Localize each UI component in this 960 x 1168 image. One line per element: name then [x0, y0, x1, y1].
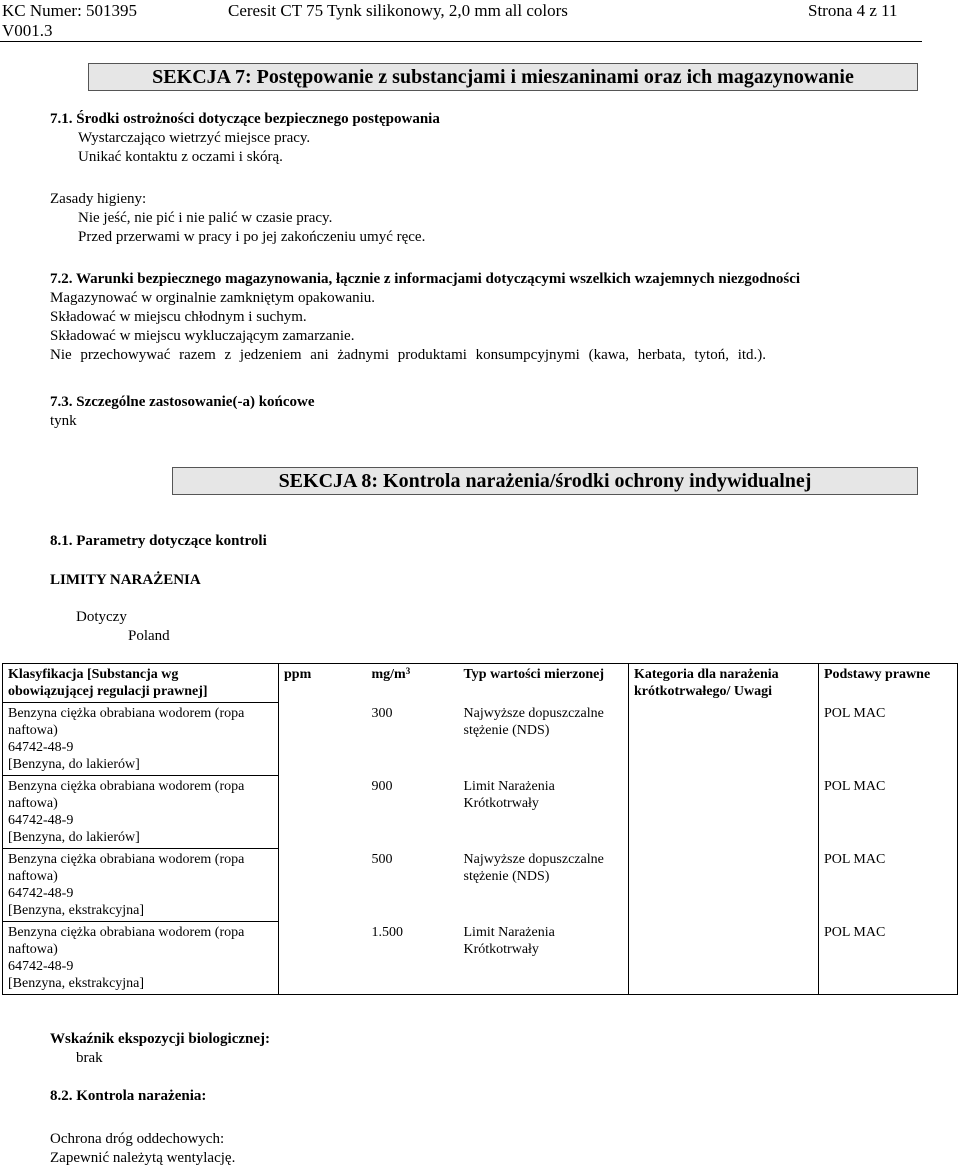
- exposure-limits-table: [2, 663, 958, 995]
- cell-line: Limit Narażenia: [463, 924, 555, 940]
- cell-line: Limit Narażenia: [463, 778, 555, 794]
- cell-legal-basis: POL MAC: [824, 924, 886, 940]
- cell-classification: [3, 703, 279, 776]
- hygiene-label: Zasady higieny:: [50, 191, 147, 207]
- cell-category: [629, 776, 819, 849]
- header-rule: [0, 41, 922, 42]
- cell-line: [Benzyna, ekstrakcyjna]: [8, 976, 145, 991]
- cell-type: [459, 922, 629, 995]
- s81-title: 8.1. Parametry dotyczące kontroli: [50, 533, 267, 549]
- hygiene-line: Nie jeść, nie pić i nie palić w czasie pracy.: [78, 210, 333, 226]
- table-row: [3, 849, 958, 922]
- header-text: Kategoria dla narażenia: [634, 667, 779, 682]
- s72-line: Składować w miejscu chłodnym i suchym.: [50, 309, 307, 325]
- section7-title: SEKCJA 7: Postępowanie z substancjami i mieszaninami oraz ich magazynowanie: [88, 63, 918, 91]
- cell-type: [459, 849, 629, 922]
- col-header-legal-basis: Podstawy prawne: [824, 667, 931, 682]
- cell-line: Najwyższe dopuszczalne: [463, 705, 604, 721]
- s71-line: Unikać kontaktu z oczami i skórą.: [78, 149, 283, 165]
- resp-value: Zapewnić należytą wentylację.: [50, 1150, 236, 1166]
- cell-line: stężenie (NDS): [463, 868, 550, 884]
- header-text: mg/m: [371, 667, 406, 682]
- page-number: Strona 4 z 11: [808, 1, 898, 20]
- cell-line: naftowa): [8, 723, 58, 738]
- cell-ppm: [279, 703, 367, 776]
- col-header-ppm: ppm: [284, 667, 312, 682]
- bio-label: Wskaźnik ekspozycji biologicznej:: [50, 1031, 270, 1047]
- limits-title: LIMITY NARAŻENIA: [50, 572, 201, 588]
- s82-title: 8.2. Kontrola narażenia:: [50, 1088, 207, 1104]
- cell-category: [629, 703, 819, 776]
- cell-line: 64742-48-9: [8, 959, 74, 974]
- cell-classification: [3, 922, 279, 995]
- cell-line: naftowa): [8, 869, 58, 884]
- section8-title: SEKCJA 8: Kontrola narażenia/środki ochrony indywidualnej: [172, 467, 918, 495]
- superscript: 3: [405, 666, 411, 676]
- cell-line: naftowa): [8, 796, 58, 811]
- kc-number: KC Numer: 501395: [2, 1, 138, 20]
- s72-title: 7.2. Warunki bezpiecznego magazynowania, łącznie z informacjami dotyczącymi wszelkich wzajemnych niezgodności: [50, 271, 801, 287]
- cell-line: naftowa): [8, 942, 58, 957]
- cell-ppm: [279, 849, 367, 922]
- header-text: krótkotrwałego/ Uwagi: [634, 684, 773, 699]
- table-row: [3, 776, 958, 849]
- cell-classification: [3, 776, 279, 849]
- cell-category: [629, 849, 819, 922]
- cell-type: [459, 703, 629, 776]
- s72-line: Magazynować w orginalnie zamkniętym opakowaniu.: [50, 290, 376, 306]
- cell-classification: [3, 849, 279, 922]
- cell-line: Benzyna ciężka obrabiana wodorem (ropa: [8, 706, 245, 721]
- table-header-row: [3, 664, 958, 703]
- header-text: Klasyfikacja [Substancja wg: [8, 667, 179, 682]
- product-name: Ceresit CT 75 Tynk silikonowy, 2,0 mm all colors: [228, 1, 568, 20]
- cell-legal-basis: POL MAC: [824, 778, 886, 794]
- cell-line: 64742-48-9: [8, 740, 74, 755]
- cell-line: Benzyna ciężka obrabiana wodorem (ropa: [8, 779, 245, 794]
- cell-line: Najwyższe dopuszczalne: [463, 851, 604, 867]
- cell-line: Krótkotrwały: [463, 941, 539, 957]
- version: V001.3: [2, 21, 53, 40]
- cell-line: Benzyna ciężka obrabiana wodorem (ropa: [8, 925, 245, 940]
- cell-mgm3: 1.500: [371, 924, 403, 940]
- cell-legal-basis: POL MAC: [824, 851, 886, 867]
- cell-mgm3: 300: [371, 705, 393, 721]
- bio-value: brak: [76, 1050, 103, 1066]
- cell-line: [Benzyna, do lakierów]: [8, 757, 140, 772]
- col-header-type: Typ wartości mierzonej: [463, 667, 604, 682]
- table-row: [3, 703, 958, 776]
- s73-text: tynk: [50, 413, 77, 429]
- applies-label: Dotyczy: [76, 609, 127, 625]
- cell-category: [629, 922, 819, 995]
- cell-ppm: [279, 776, 367, 849]
- col-header-category: [629, 664, 819, 703]
- cell-line: Benzyna ciężka obrabiana wodorem (ropa: [8, 852, 245, 867]
- s72-line: Nie przechowywać razem z jedzeniem ani żadnymi produktami konsumpcyjnymi (kawa, herbata, tytoń, itd.).: [50, 347, 767, 363]
- cell-line: Krótkotrwały: [463, 795, 539, 811]
- table-row: [3, 922, 958, 995]
- s71-line: Wystarczająco wietrzyć miejsce pracy.: [78, 130, 311, 146]
- col-header-classification: [3, 664, 279, 703]
- cell-line: 64742-48-9: [8, 813, 74, 828]
- s72-line: Składować w miejscu wykluczającym zamarzanie.: [50, 328, 355, 344]
- col-header-mgm3: [367, 664, 459, 703]
- hygiene-line: Przed przerwami w pracy i po jej zakończeniu umyć ręce.: [78, 229, 426, 245]
- applies-value: Poland: [128, 628, 170, 644]
- cell-ppm: [279, 922, 367, 995]
- s71-title: 7.1. Środki ostrożności dotyczące bezpiecznego postępowania: [50, 111, 440, 127]
- cell-mgm3: 500: [371, 851, 393, 867]
- cell-mgm3: 900: [371, 778, 393, 794]
- cell-line: stężenie (NDS): [463, 722, 550, 738]
- cell-line: [Benzyna, ekstrakcyjna]: [8, 903, 145, 918]
- cell-type: [459, 776, 629, 849]
- resp-label: Ochrona dróg oddechowych:: [50, 1131, 225, 1147]
- cell-line: 64742-48-9: [8, 886, 74, 901]
- s73-title: 7.3. Szczególne zastosowanie(-a) końcowe: [50, 394, 315, 410]
- cell-line: [Benzyna, do lakierów]: [8, 830, 140, 845]
- cell-legal-basis: POL MAC: [824, 705, 886, 721]
- header-text: obowiązującej regulacji prawnej]: [8, 684, 208, 699]
